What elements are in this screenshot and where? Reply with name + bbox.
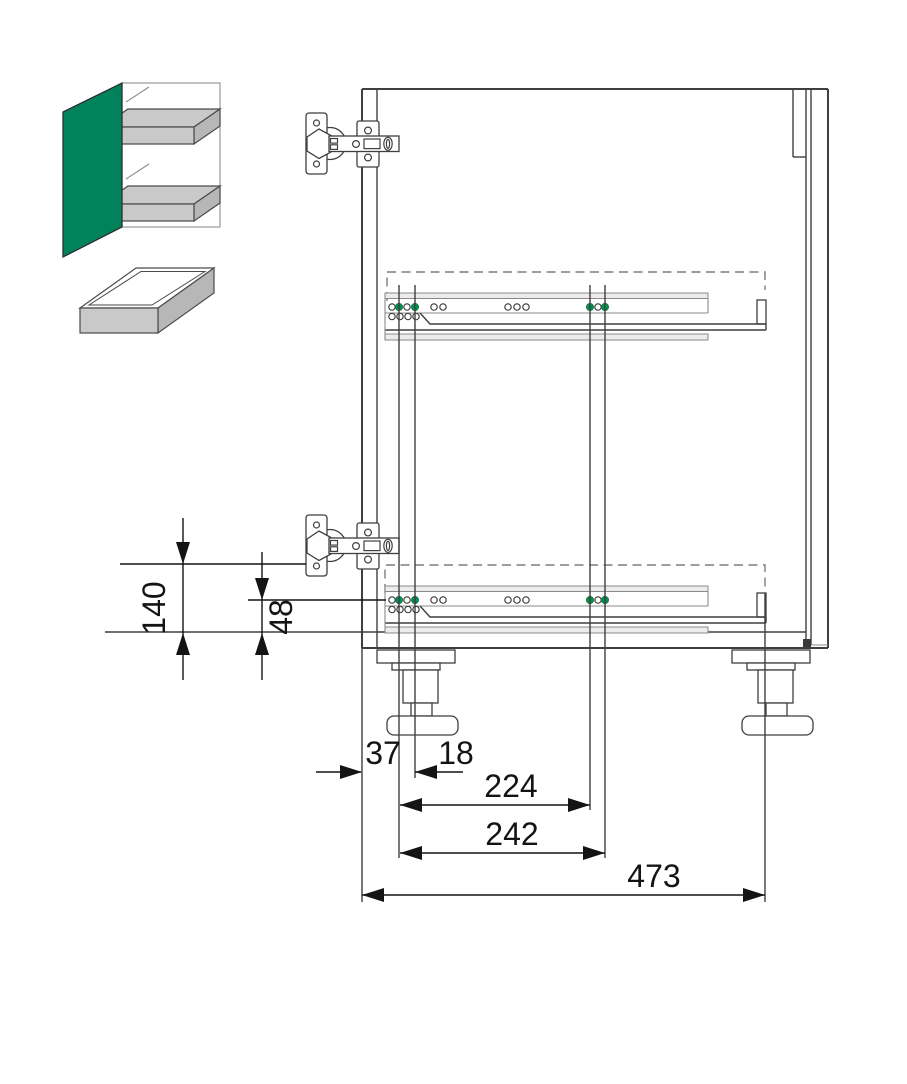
dim-37-label: 37: [365, 735, 401, 771]
dimension-37: [316, 735, 401, 779]
legend-drawer-icon: [80, 268, 214, 333]
dim-18-label: 18: [438, 735, 474, 771]
leveling-foot-left: [377, 650, 458, 735]
legend-panel-icon: [63, 83, 220, 257]
dim-224-label: 224: [484, 768, 538, 804]
hinge-top: [306, 113, 399, 174]
dim-48-label: 48: [263, 599, 299, 635]
dimension-18: [415, 735, 474, 779]
leveling-foot-right: [732, 650, 813, 735]
dim-140-label: 140: [136, 581, 172, 635]
dim-473-label: 473: [627, 858, 681, 894]
green-side-panel: [63, 83, 122, 257]
dimension-242: [400, 816, 605, 860]
drawer-slide-bottom: [385, 586, 766, 633]
hinge-bottom: [306, 515, 399, 576]
back-panel-connector: [803, 639, 811, 647]
dimension-473: [362, 858, 765, 902]
drawer-slide-top: [385, 293, 766, 340]
reference-lines: [362, 285, 765, 902]
dimension-140: [120, 518, 306, 680]
dim-242-label: 242: [485, 816, 539, 852]
